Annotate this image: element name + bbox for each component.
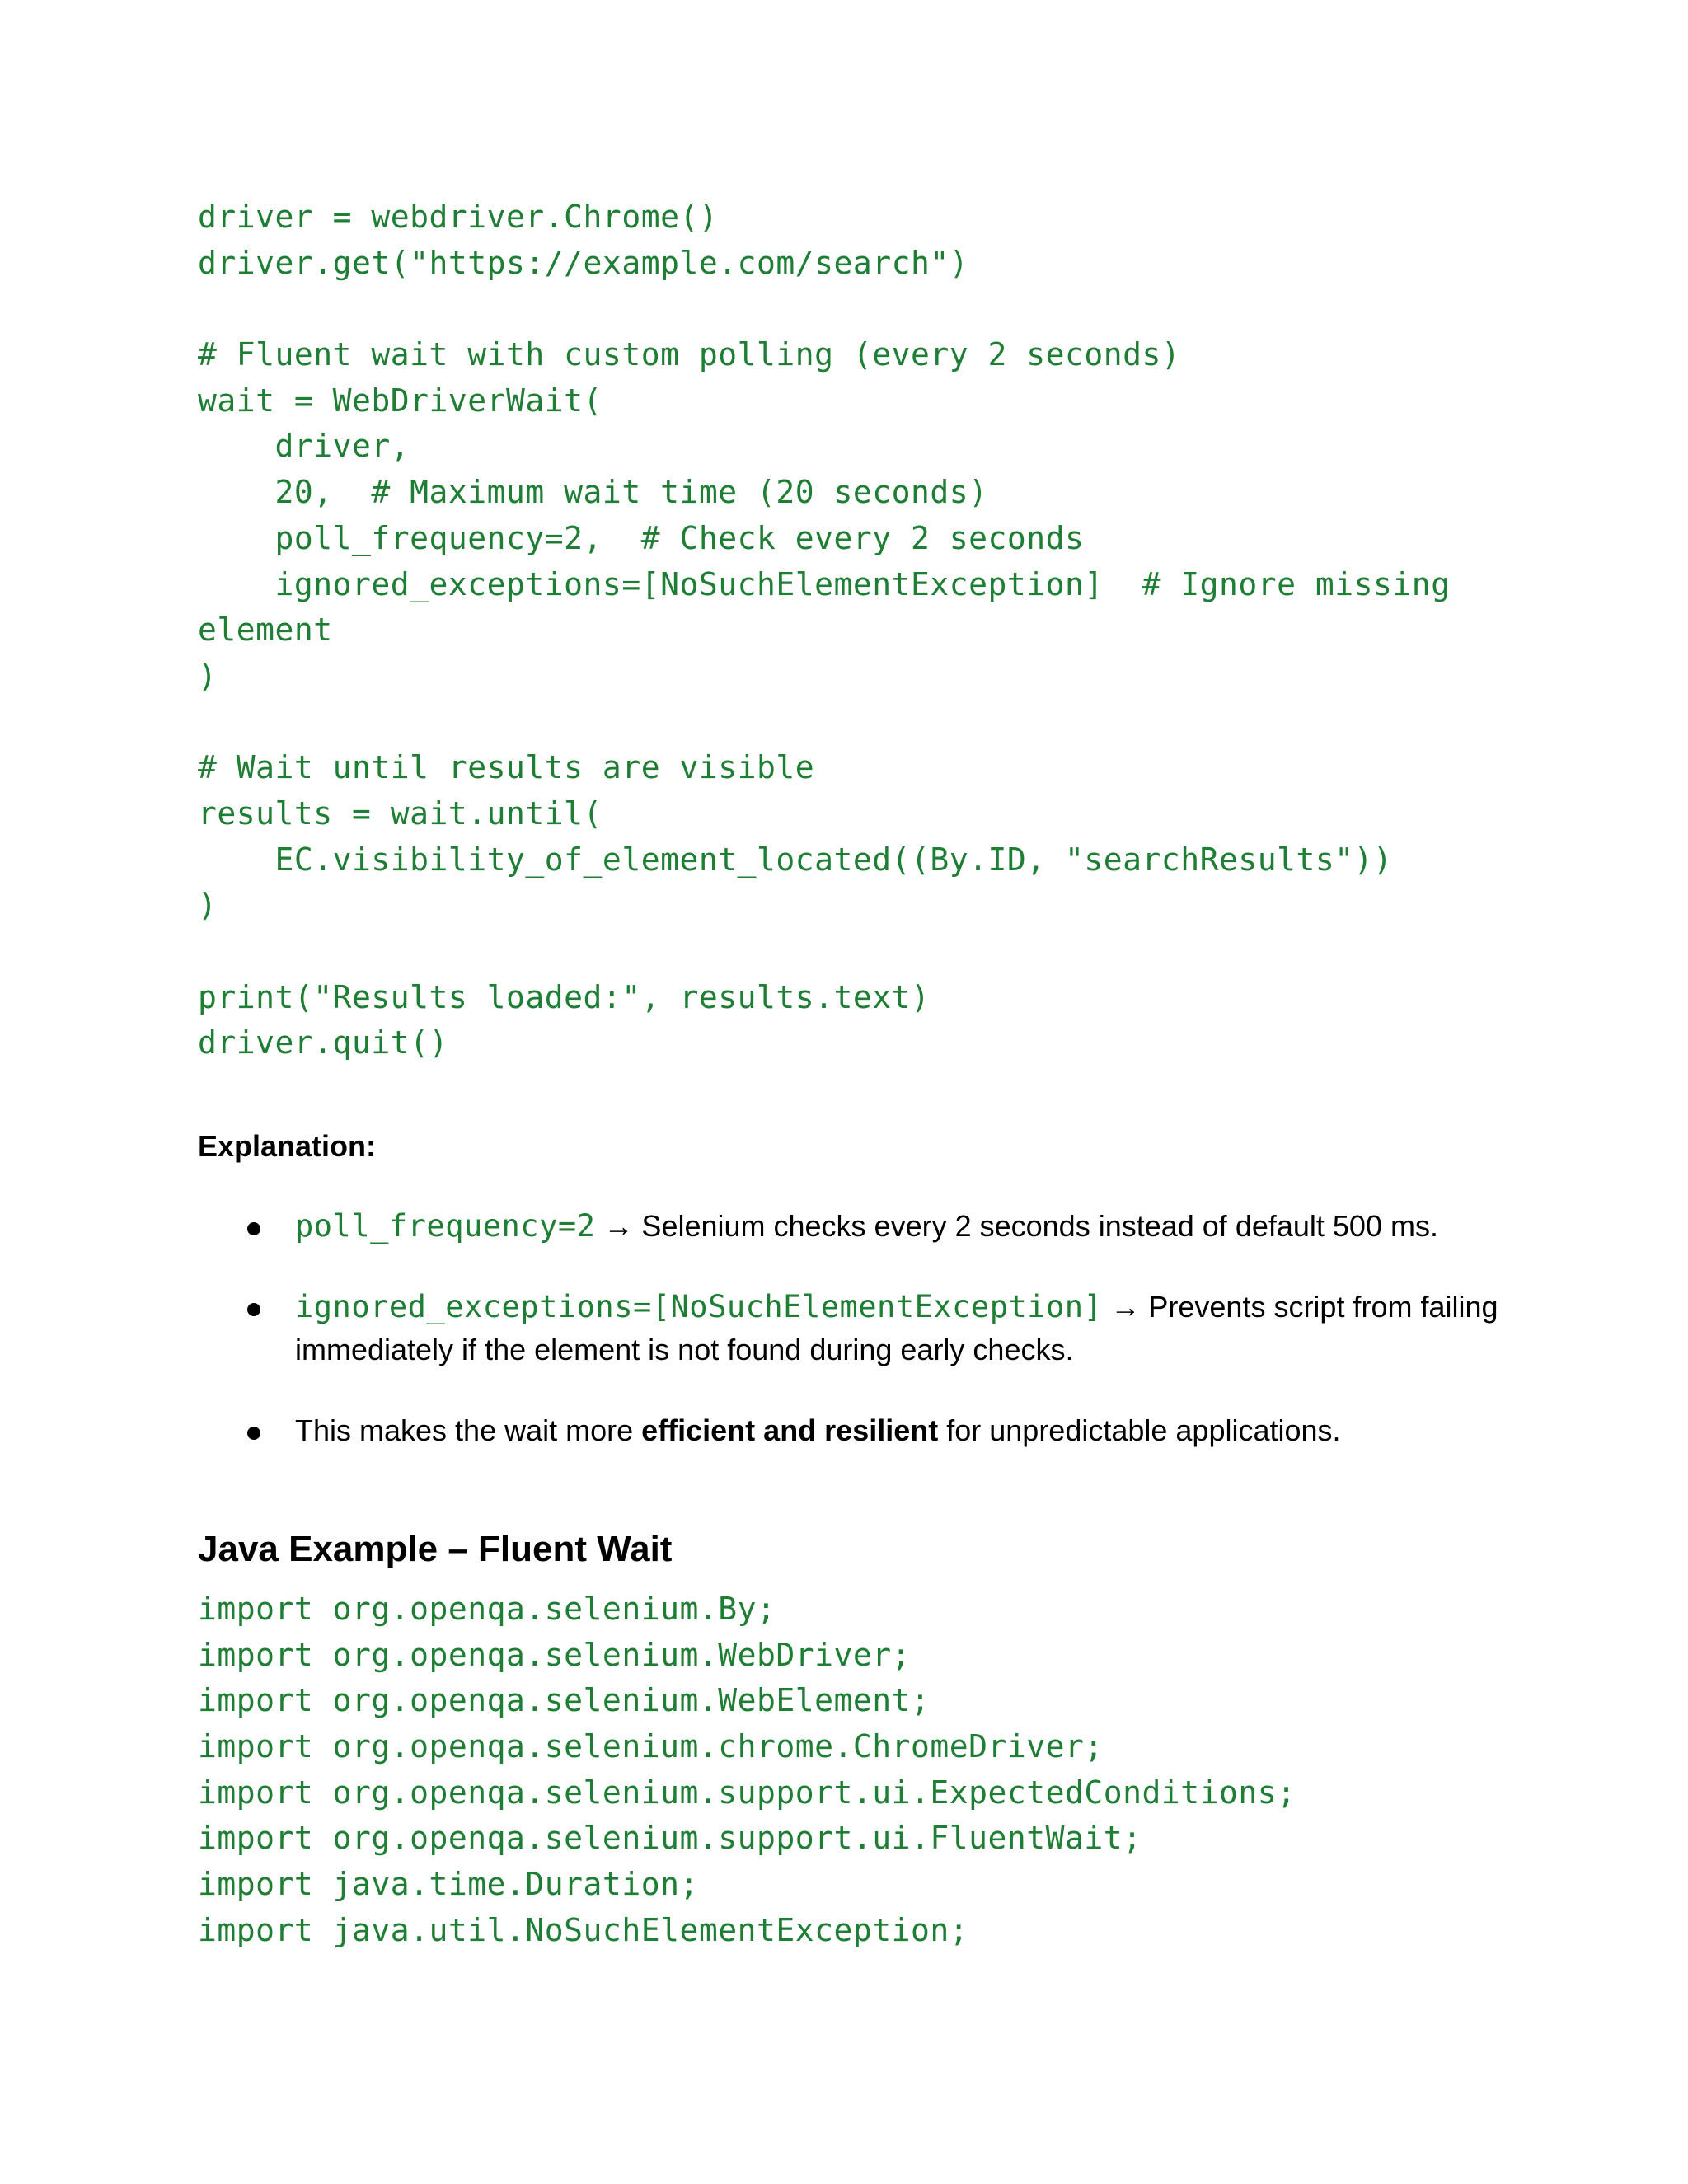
list-item (198, 1286, 1517, 1371)
bullet-bold-text: efficient and resilient (641, 1413, 939, 1447)
code-line: wait = WebDriverWait( (198, 382, 603, 419)
explanation-heading: Explanation: (198, 1129, 377, 1163)
bullet-text: → Prevents script from failing immediately if the element is not found during early checks. (295, 1290, 1498, 1366)
bullet-text: for unpredictable applications. (938, 1413, 1341, 1447)
bullet-icon (247, 1427, 260, 1440)
code-line: 20, # Maximum wait time (20 seconds) (198, 474, 988, 511)
code-line: EC.visibility_of_element_located((By.ID, "searchResults")) (198, 841, 1393, 878)
code-line: ) (198, 657, 218, 694)
code-line: poll_frequency=2, # Check every 2 seconds (198, 519, 1085, 556)
code-line: import org.openqa.selenium.By; (198, 1591, 776, 1627)
code-line: import org.openqa.selenium.support.ui.FluentWait; (198, 1820, 1142, 1857)
code-line: import org.openqa.selenium.WebDriver; (198, 1636, 911, 1673)
code-line: # Wait until results are visible (198, 749, 815, 786)
code-line: print("Results loaded:", results.text) (198, 978, 931, 1015)
code-line: driver, (198, 428, 410, 465)
code-line: ) (198, 887, 218, 924)
code-line: driver.get("https://example.com/search") (198, 244, 969, 281)
code-line (198, 700, 1451, 746)
code-line: element (198, 612, 333, 649)
code-line: ignored_exceptions=[NoSuchElementException] # Ignore missing (198, 565, 1451, 602)
explanation-list (198, 1205, 1517, 1490)
list-item (198, 1205, 1517, 1248)
list-item (198, 1409, 1517, 1452)
python-code-block (198, 194, 1451, 1066)
code-line (198, 929, 1451, 975)
bullet-icon (247, 1303, 260, 1316)
code-line: import org.openqa.selenium.WebElement; (198, 1682, 931, 1719)
code-line: # Fluent wait with custom polling (every 2 seconds) (198, 336, 1181, 373)
bullet-text: This makes the wait more (295, 1413, 642, 1447)
code-line: import org.openqa.selenium.chrome.ChromeDriver; (198, 1728, 1104, 1765)
inline-code: ignored_exceptions=[NoSuchElementException] (295, 1289, 1103, 1324)
bullet-text: → Selenium checks every 2 seconds instead of default 500 ms. (595, 1209, 1438, 1243)
java-section-heading: Java Example – Fluent Wait (198, 1529, 673, 1569)
code-line: driver = webdriver.Chrome() (198, 199, 719, 235)
code-line: import java.util.NoSuchElementException; (198, 1911, 969, 1948)
inline-code: poll_frequency=2 (295, 1208, 596, 1244)
java-code-block (198, 1586, 1296, 1954)
code-line: results = wait.until( (198, 794, 603, 832)
code-line (198, 286, 1451, 332)
code-line: import java.time.Duration; (198, 1866, 699, 1903)
code-line: import org.openqa.selenium.support.ui.ExpectedConditions; (198, 1774, 1296, 1811)
code-line: driver.quit() (198, 1024, 448, 1062)
bullet-icon (247, 1222, 260, 1235)
